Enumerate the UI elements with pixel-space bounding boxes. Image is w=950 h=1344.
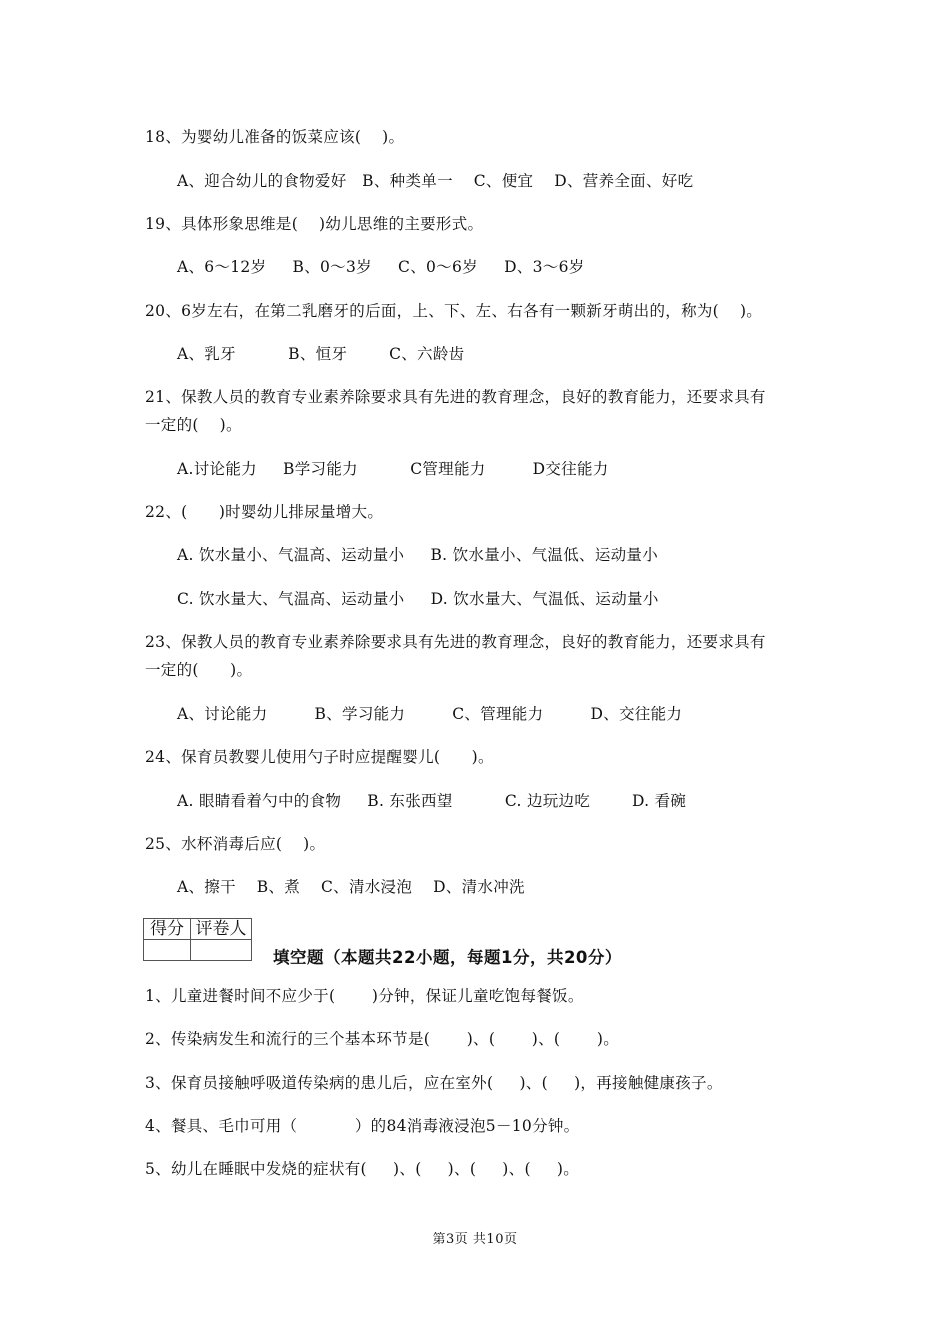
fill-blank-5: 5、幼儿在睡眠中发烧的症状有( )、( )、( )、( )。 <box>145 1160 580 1178</box>
question-25: 25、水杯消毒后应( )。 <box>145 835 326 853</box>
question-22: 22、( )时婴幼儿排尿量增大。 <box>145 503 384 521</box>
question-23-cont: 一定的( )。 <box>145 661 253 679</box>
section-title: 填空题（本题共22小题，每题1分，共20分） <box>273 948 622 967</box>
fill-blank-2: 2、传染病发生和流行的三个基本环节是( )、( )、( )。 <box>145 1030 620 1048</box>
question-19-options: A、6～12岁 B、0～3岁 C、0～6岁 D、3～6岁 <box>177 258 585 276</box>
grader-cell <box>191 940 252 961</box>
question-21-cont: 一定的( )。 <box>145 416 242 434</box>
fill-blank-4: 4、餐具、毛巾可用（ ）的84消毒液浸泡5－10分钟。 <box>145 1117 580 1135</box>
question-18-options: A、迎合幼儿的食物爱好 B、种类单一 C、便宜 D、营养全面、好吃 <box>177 172 694 190</box>
question-19: 19、具体形象思维是( )幼儿思维的主要形式。 <box>145 215 484 233</box>
question-23: 23、保教人员的教育专业素养除要求具有先进的教育理念，良好的教育能力，还要求具有 <box>145 633 766 651</box>
fill-blank-1: 1、儿童进餐时间不应少于( )分钟，保证儿童吃饱每餐饭。 <box>145 987 584 1005</box>
question-22-options-a: A. 饮水量小、气温高、运动量小 B. 饮水量小、气温低、运动量小 <box>177 546 659 564</box>
question-20: 20、6岁左右，在第二乳磨牙的后面，上、下、左、右各有一颗新牙萌出的，称为( )。 <box>145 302 763 320</box>
question-24-options: A. 眼睛看着勺中的食物 B. 东张西望 C. 边玩边吃 D. 看碗 <box>177 792 687 810</box>
page-footer: 第3页 共10页 <box>432 1232 518 1247</box>
question-20-options: A、乳牙 B、恒牙 C、六龄齿 <box>177 345 465 363</box>
question-25-options: A、擦干 B、煮 C、清水浸泡 D、清水冲洗 <box>177 878 525 896</box>
question-23-options: A、讨论能力 B、学习能力 C、管理能力 D、交往能力 <box>177 705 683 723</box>
score-table <box>143 918 252 961</box>
grader-header: 评卷人 <box>191 919 252 940</box>
question-21: 21、保教人员的教育专业素养除要求具有先进的教育理念，良好的教育能力，还要求具有 <box>145 388 766 406</box>
score-header: 得分 <box>144 919 191 940</box>
question-21-options: A.讨论能力 B学习能力 C管理能力 D交往能力 <box>177 460 609 478</box>
fill-blank-3: 3、保育员接触呼吸道传染病的患儿后，应在室外( )、( )，再接触健康孩子。 <box>145 1074 723 1092</box>
question-22-options-b: C. 饮水量大、气温高、运动量小 D. 饮水量大、气温低、运动量小 <box>177 590 659 608</box>
question-24: 24、保育员教婴儿使用勺子时应提醒婴儿( )。 <box>145 748 494 766</box>
score-cell <box>144 940 191 961</box>
question-18: 18、为婴幼儿准备的饭菜应该( )。 <box>145 128 405 146</box>
